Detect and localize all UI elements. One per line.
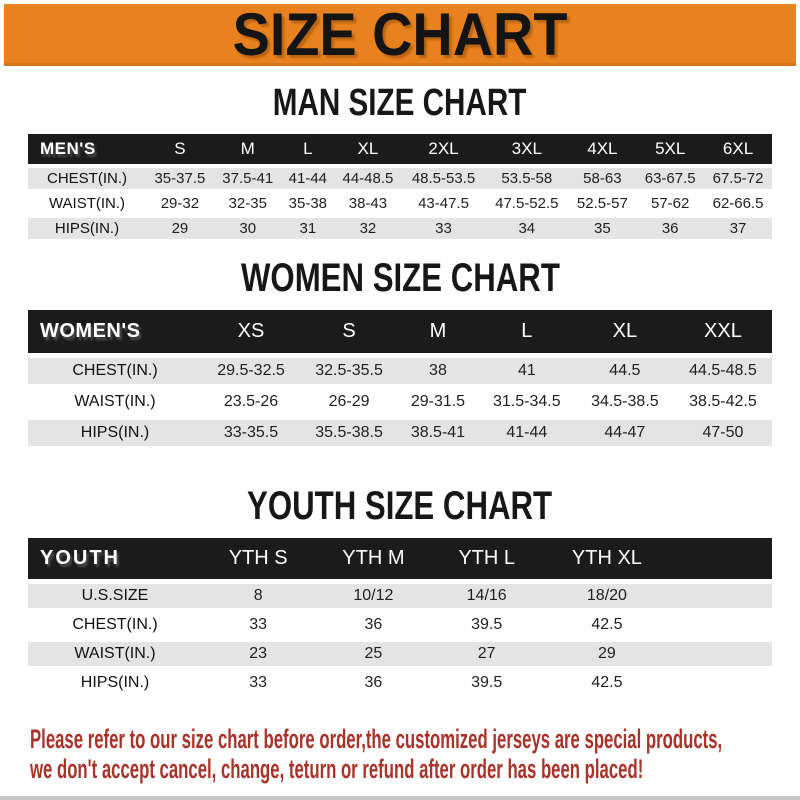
youth-size-table: [28, 533, 772, 700]
womens-row-label-2: HIPS(IN.): [28, 420, 202, 446]
womens-row-label-1: WAIST(IN.): [28, 389, 202, 415]
womens-cell-1-2: 29-31.5: [398, 389, 478, 415]
womens-row-1: [28, 389, 772, 415]
youth-section-heading-text: YOUTH SIZE CHART: [247, 483, 553, 528]
mens-column-header-4: 2XL: [402, 134, 485, 164]
mens-row-0: [28, 168, 772, 189]
womens-column-header-0: XS: [202, 310, 300, 353]
womens-column-header-3: L: [478, 310, 576, 353]
mens-column-header-2: L: [282, 134, 334, 164]
womens-cell-0-2: 38: [398, 358, 478, 384]
womens-row-2: [28, 420, 772, 446]
womens-cell-0-5: 44.5-48.5: [674, 358, 772, 384]
womens-cell-0-4: 44.5: [576, 358, 674, 384]
mens-table-label: MEN'S: [28, 134, 146, 164]
youth-table-wrap: [28, 533, 772, 700]
youth-row-label-0: U.S.SIZE: [28, 584, 202, 608]
womens-column-header-4: XL: [576, 310, 674, 353]
youth-column-header-1: YTH M: [314, 538, 432, 579]
womens-column-header-2: M: [398, 310, 478, 353]
banner-title: SIZE CHART: [232, 1, 568, 68]
youth-row-1: [28, 613, 772, 637]
youth-cell-2-1: 25: [314, 642, 432, 666]
mens-table-header-row: [28, 134, 772, 164]
youth-row-filler-1: [673, 613, 772, 637]
youth-row-label-3: HIPS(IN.): [28, 671, 202, 695]
mens-cell-2-1: 30: [214, 218, 282, 239]
womens-cell-0-1: 32.5-35.5: [300, 358, 398, 384]
youth-cell-0-2: 14/16: [433, 584, 541, 608]
mens-cell-1-2: 35-38: [282, 193, 334, 214]
mens-row-label-1: WAIST(IN.): [28, 193, 146, 214]
mens-column-header-0: S: [146, 134, 214, 164]
youth-cell-0-3: 18/20: [541, 584, 673, 608]
womens-table-header-row: [28, 310, 772, 353]
womens-cell-1-3: 31.5-34.5: [478, 389, 576, 415]
mens-cell-1-8: 62-66.5: [704, 193, 772, 214]
youth-cell-3-2: 39.5: [433, 671, 541, 695]
mens-cell-0-8: 67.5-72: [704, 168, 772, 189]
mens-cell-0-0: 35-37.5: [146, 168, 214, 189]
womens-column-header-5: XXL: [674, 310, 772, 353]
womens-cell-1-0: 23.5-26: [202, 389, 300, 415]
womens-table-wrap: [28, 305, 772, 451]
womens-cell-2-3: 41-44: [478, 420, 576, 446]
mens-size-table: [28, 130, 772, 243]
mens-cell-0-5: 53.5-58: [485, 168, 568, 189]
womens-row-label-0: CHEST(IN.): [28, 358, 202, 384]
youth-column-header-3: YTH XL: [541, 538, 673, 579]
youth-cell-3-0: 33: [202, 671, 314, 695]
youth-cell-2-3: 29: [541, 642, 673, 666]
youth-row-label-1: CHEST(IN.): [28, 613, 202, 637]
womens-section-heading-text: WOMEN SIZE CHART: [240, 255, 560, 300]
mens-table-wrap: [28, 130, 772, 243]
youth-row-label-2: WAIST(IN.): [28, 642, 202, 666]
mens-section-heading-text: MAN SIZE CHART: [273, 82, 527, 124]
youth-row-filler-2: [673, 642, 772, 666]
youth-column-header-2: YTH L: [433, 538, 541, 579]
mens-cell-1-5: 47.5-52.5: [485, 193, 568, 214]
womens-size-table: [28, 305, 772, 451]
youth-row-filler-0: [673, 584, 772, 608]
mens-row-label-2: HIPS(IN.): [28, 218, 146, 239]
mens-row-2: [28, 218, 772, 239]
image-bottom-edge: [0, 796, 800, 800]
footer-note-line-1: Please refer to our size chart before order,the customized jerseys are special products,: [30, 723, 723, 754]
youth-cell-0-1: 10/12: [314, 584, 432, 608]
womens-cell-0-0: 29.5-32.5: [202, 358, 300, 384]
mens-row-label-0: CHEST(IN.): [28, 168, 146, 189]
womens-row-0: [28, 358, 772, 384]
size-chart-sections: [0, 84, 800, 700]
mens-cell-1-4: 43-47.5: [402, 193, 485, 214]
mens-cell-1-6: 52.5-57: [568, 193, 636, 214]
youth-section-heading: [0, 485, 800, 527]
womens-column-header-1: S: [300, 310, 398, 353]
mens-cell-2-0: 29: [146, 218, 214, 239]
mens-cell-2-4: 33: [402, 218, 485, 239]
mens-cell-0-1: 37.5-41: [214, 168, 282, 189]
mens-cell-1-0: 29-32: [146, 193, 214, 214]
womens-cell-2-5: 47-50: [674, 420, 772, 446]
youth-table-header-row: [28, 538, 772, 579]
youth-column-header-0: YTH S: [202, 538, 314, 579]
mens-column-header-8: 6XL: [704, 134, 772, 164]
mens-cell-2-8: 37: [704, 218, 772, 239]
mens-cell-2-2: 31: [282, 218, 334, 239]
youth-cell-1-1: 36: [314, 613, 432, 637]
mens-row-1: [28, 193, 772, 214]
womens-section-heading: [0, 257, 800, 299]
mens-cell-2-3: 32: [334, 218, 402, 239]
mens-column-header-3: XL: [334, 134, 402, 164]
footer-note-line-2: we don't accept cancel, change, teturn or refund after order has been placed!: [30, 753, 644, 784]
womens-cell-0-3: 41: [478, 358, 576, 384]
mens-cell-0-3: 44-48.5: [334, 168, 402, 189]
womens-cell-2-2: 38.5-41: [398, 420, 478, 446]
youth-cell-3-1: 36: [314, 671, 432, 695]
womens-cell-2-4: 44-47: [576, 420, 674, 446]
youth-cell-1-2: 39.5: [433, 613, 541, 637]
mens-column-header-6: 4XL: [568, 134, 636, 164]
womens-section: [0, 257, 800, 451]
youth-row-3: [28, 671, 772, 695]
mens-cell-0-6: 58-63: [568, 168, 636, 189]
youth-cell-1-3: 42.5: [541, 613, 673, 637]
mens-cell-1-3: 38-43: [334, 193, 402, 214]
youth-row-2: [28, 642, 772, 666]
mens-column-header-1: M: [214, 134, 282, 164]
youth-cell-0-0: 8: [202, 584, 314, 608]
youth-cell-2-2: 27: [433, 642, 541, 666]
youth-cell-2-0: 23: [202, 642, 314, 666]
youth-header-filler: [673, 538, 772, 579]
youth-table-label: YOUTH: [28, 538, 202, 579]
youth-cell-3-3: 42.5: [541, 671, 673, 695]
womens-table-label: WOMEN'S: [28, 310, 202, 353]
mens-column-header-5: 3XL: [485, 134, 568, 164]
mens-cell-2-7: 36: [636, 218, 704, 239]
mens-cell-0-7: 63-67.5: [636, 168, 704, 189]
womens-cell-2-0: 33-35.5: [202, 420, 300, 446]
mens-cell-0-4: 48.5-53.5: [402, 168, 485, 189]
mens-cell-2-5: 34: [485, 218, 568, 239]
youth-row-0: [28, 584, 772, 608]
banner: [4, 1, 796, 68]
footer-note: [30, 724, 800, 784]
mens-cell-0-2: 41-44: [282, 168, 334, 189]
mens-section-heading: [0, 84, 800, 124]
youth-cell-1-0: 33: [202, 613, 314, 637]
womens-cell-1-1: 26-29: [300, 389, 398, 415]
mens-cell-1-7: 57-62: [636, 193, 704, 214]
womens-cell-1-5: 38.5-42.5: [674, 389, 772, 415]
mens-section: [0, 84, 800, 243]
mens-column-header-7: 5XL: [636, 134, 704, 164]
mens-cell-1-1: 32-35: [214, 193, 282, 214]
youth-row-filler-3: [673, 671, 772, 695]
mens-cell-2-6: 35: [568, 218, 636, 239]
womens-cell-2-1: 35.5-38.5: [300, 420, 398, 446]
womens-cell-1-4: 34.5-38.5: [576, 389, 674, 415]
youth-section: [0, 485, 800, 700]
